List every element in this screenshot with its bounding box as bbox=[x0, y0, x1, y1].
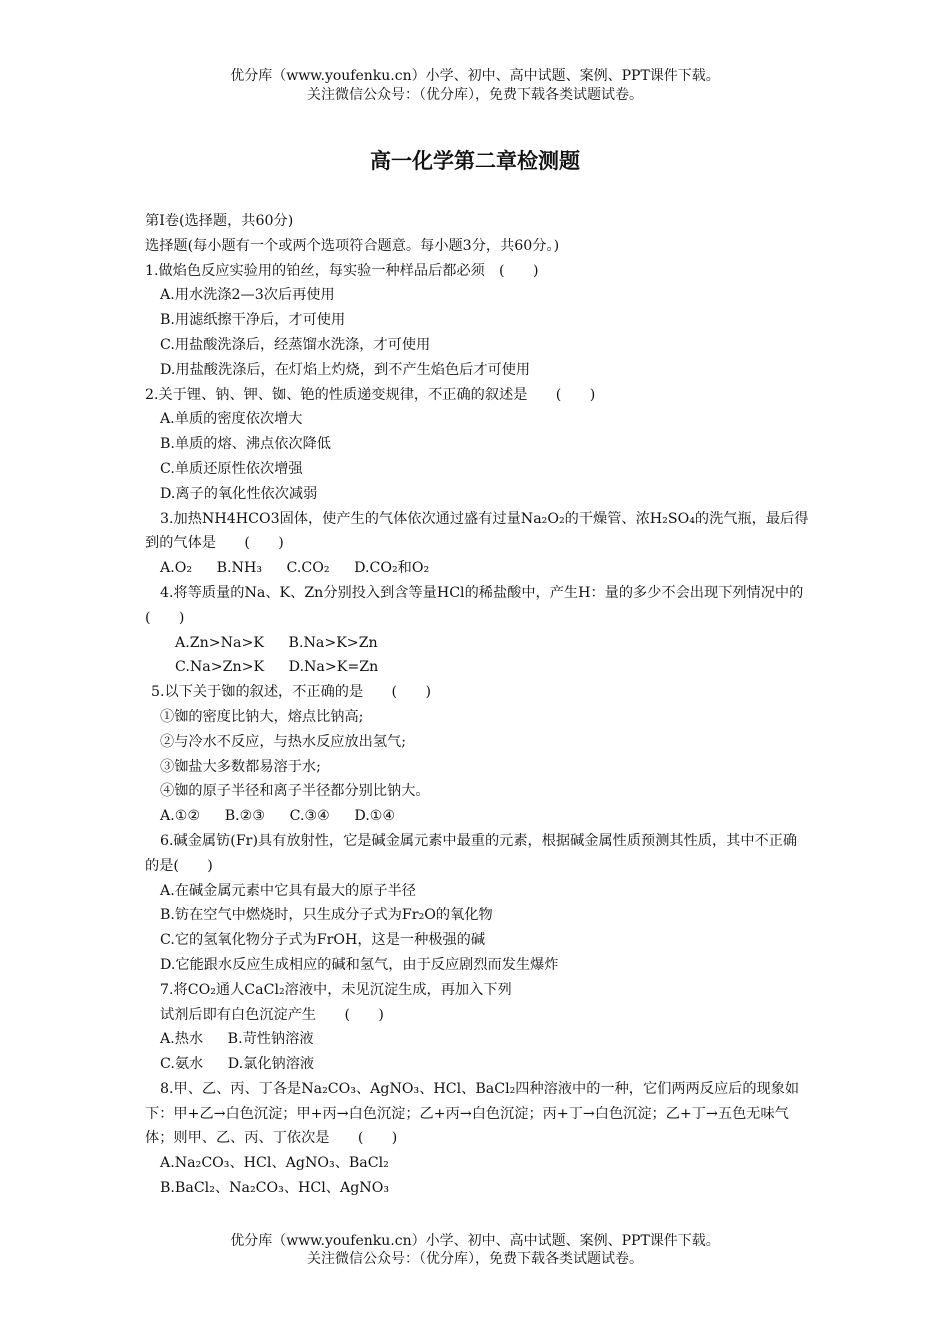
question-4-stem: 4.将等质量的Na、K、Zn分别投入到含等量HCl的稀盐酸中，产生H：量的多少不会出现下列情况中的( ) bbox=[145, 584, 804, 626]
question-5-options bbox=[145, 804, 809, 829]
question-6-option-a: A.在碱金属元素中它具有最大的原子半径 bbox=[160, 882, 416, 899]
question-3-option-a: A.O₂ bbox=[160, 560, 193, 577]
question-7-option-a: A.热水 bbox=[160, 1031, 204, 1048]
question-5-option-d: D.①④ bbox=[354, 808, 396, 825]
question-7-option-c: C.氨水 bbox=[160, 1056, 204, 1073]
section-part: 第I卷(选择题，共60分) bbox=[145, 213, 294, 229]
question-2-option-b: B.单质的熔、沸点依次降低 bbox=[160, 436, 331, 453]
question-5-statement-3: ③铷盐大多数都易溶于水; bbox=[160, 758, 321, 775]
question-1-option-a: A.用水洗涤2—3次后再使用 bbox=[160, 287, 335, 304]
question-1-stem: 1.做焰色反应实验用的铂丝，每实验一种样品后都必须 ( ) bbox=[145, 262, 539, 279]
question-1-option-d: D.用盐酸洗涤后，在灯焰上灼烧，到不产生焰色后才可使用 bbox=[160, 361, 531, 378]
question-8-option-b: B.BaCl₂、Na₂CO₃、HCl、AgNO₃ bbox=[160, 1180, 390, 1197]
header-line-2: 关注微信公众号：（优分库），免费下载各类试题试卷。 bbox=[307, 87, 643, 103]
question-3-option-c: C.CO₂ bbox=[286, 560, 330, 577]
question-2-option-c: C.单质还原性依次增强 bbox=[160, 460, 303, 477]
question-5-option-c: C.③④ bbox=[289, 808, 330, 825]
question-5-option-b: B.②③ bbox=[224, 808, 266, 825]
section-instructions: 选择题(每小题有一个或两个选项符合题意。每小题3分，共60分。) bbox=[145, 237, 560, 254]
question-5-statement-4: ④铷的原子半径和离子半径都分别比钠大。 bbox=[160, 783, 430, 800]
question-2-option-a: A.单质的密度依次增大 bbox=[160, 411, 303, 428]
question-5-stem: 5.以下关于铷的叙述，不正确的是 ( ) bbox=[151, 684, 431, 701]
question-4-option-d: D.Na>K=Zn bbox=[288, 659, 379, 676]
question-8-option-a: A.Na₂CO₃、HCl、AgNO₃、BaCl₂ bbox=[160, 1155, 389, 1172]
question-4-option-c: C.Na>Zn>K bbox=[175, 659, 265, 676]
question-2-stem: 2.关于锂、钠、钾、铷、铯的性质递变规律，不正确的叙述是 ( ) bbox=[145, 386, 596, 403]
question-6-stem: 6.碱金属钫(Fr)具有放射性，它是碱金属元素中最重的元素，根据碱金属性质预测其性质，其中不正确的是( ) bbox=[145, 832, 798, 874]
question-6-option-d: D.它能跟水反应生成相应的碱和氢气，由于反应剧烈而发生爆炸 bbox=[160, 956, 559, 973]
question-7-option-b: B.苛性钠溶液 bbox=[227, 1031, 314, 1048]
question-8-stem: 8.甲、乙、丙、丁各是Na₂CO₃、AgNO₃、HCl、BaCl₂四种溶液中的一种，它们两两反应后的现象如下：甲+乙→白色沉淀；甲+丙→白色沉淀；乙+丙→白色沉淀；丙+丁→白色沉淀；乙+丁→五色无味气体；则甲、乙、丙、丁依次是 ( ) bbox=[145, 1080, 800, 1147]
question-7-stem-line-2: 试剂后即有白色沉淀产生 ( ) bbox=[160, 1006, 384, 1023]
question-6-option-c: C.它的氢氧化物分子式为FrOH，这是一种极强的碱 bbox=[160, 932, 486, 949]
exam-content bbox=[145, 209, 809, 1201]
question-2-option-d: D.离子的氧化性依次减弱 bbox=[160, 485, 318, 502]
page-title: 高一化学第二章检测题 bbox=[370, 149, 580, 173]
footer-line-1: 优分库（www.youfenku.cn）小学、初中、高中试题、案例、PPT课件下载。 bbox=[230, 1233, 720, 1249]
question-4-option-b: B.Na>K>Zn bbox=[288, 634, 378, 651]
question-4-options-row-1 bbox=[145, 631, 809, 656]
question-7-options-row-1 bbox=[145, 1027, 809, 1052]
question-5-option-a: A.①② bbox=[160, 808, 201, 825]
question-3-stem: 3.加热NH4HCO3固体，使产生的气体依次通过盛有过量Na₂O₂的干燥管、浓H₂SO₄的洗气瓶，最后得到的气体是 ( ) bbox=[145, 510, 809, 552]
question-7-option-d: D.氯化钠溶液 bbox=[227, 1056, 315, 1073]
question-5-statement-1: ①铷的密度比钠大，熔点比钠高; bbox=[160, 708, 364, 725]
question-3-options bbox=[145, 556, 809, 581]
header-line-1: 优分库（www.youfenku.cn）小学、初中、高中试题、案例、PPT课件下载。 bbox=[230, 68, 720, 84]
question-6-option-b: B.钫在空气中燃烧时，只生成分子式为Fr₂O的氧化物 bbox=[160, 907, 493, 924]
question-4-option-a: A.Zn>Na>K bbox=[175, 634, 264, 651]
footer-line-2: 关注微信公众号：（优分库），免费下载各类试题试卷。 bbox=[307, 1251, 643, 1267]
question-5-statement-2: ②与冷水不反应，与热水反应放出氢气; bbox=[160, 733, 406, 750]
question-7-stem-line-1: 7.将CO₂通人CaCl₂溶液中，未见沉淀生成，再加入下列 bbox=[160, 981, 512, 998]
question-3-option-d: D.CO₂和O₂ bbox=[354, 560, 430, 577]
question-3-option-b: B.NH₃ bbox=[216, 560, 263, 577]
question-4-options-row-2 bbox=[145, 655, 809, 680]
question-1-option-b: B.用滤纸擦干净后，才可使用 bbox=[160, 312, 346, 329]
question-1-option-c: C.用盐酸洗涤后，经蒸馏水洗涤，才可使用 bbox=[160, 336, 431, 353]
question-7-options-row-2 bbox=[145, 1052, 809, 1077]
